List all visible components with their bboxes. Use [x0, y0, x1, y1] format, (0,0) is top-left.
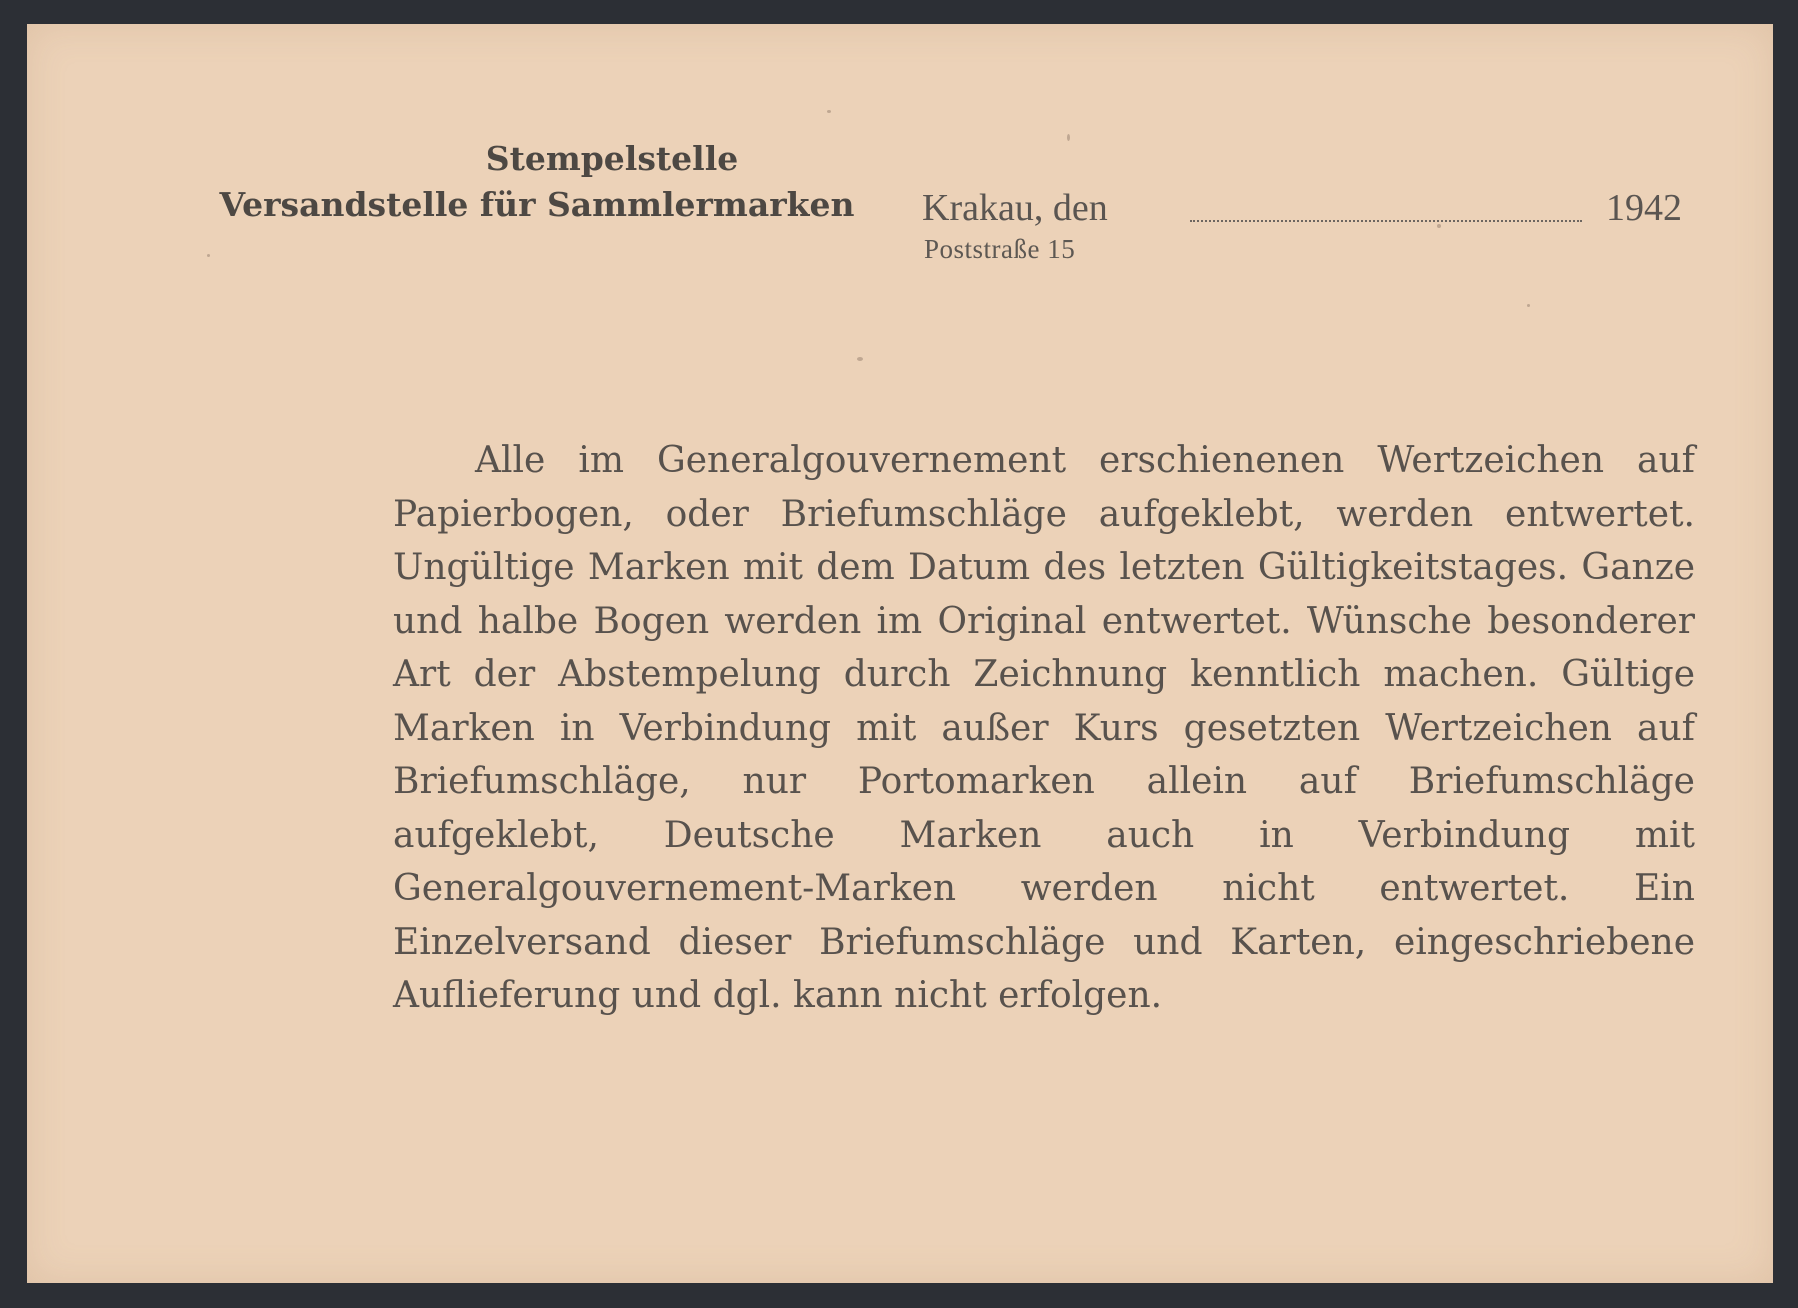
sender-subtitle: Versandstelle für Sammlermarken — [219, 185, 855, 224]
notice-text — [393, 434, 1695, 1023]
sender-title: Stempelstelle — [485, 139, 739, 178]
paper-speck — [207, 254, 210, 257]
place-label: Krakau, den — [922, 187, 1108, 229]
paper-speck — [1067, 134, 1070, 141]
notice-paragraph: Alle im Generalgouvernement erschienenen Wertzeichen auf Papierbogen, oder Briefumschläge aufgeklebt, werden entwertet. Ungültige Marken mit dem Datum des letzten Gültigkeitstages. Ganze und halbe Bogen werden im Original entwertet. Wünsche besonderer Art der Abstempelung durch Zeichnung kenntlich machen. Gültige Marken in Verbindung mit außer Kurs gesetzten Wertzeichen auf Briefumschläge, nur Portomarken allein auf Briefumschläge aufgeklebt, Deutsche Marken auch in Verbindung mit Generalgouvernement-Marken werden nicht entwertet. Ein Einzelversand dieser Briefumschläge und Karten, eingeschriebene Auflieferung und dgl. kann nicht erfolgen. — [393, 440, 1695, 1016]
date-blank-line — [1190, 220, 1582, 222]
paper-speck — [1527, 304, 1530, 307]
address-label: Poststraße 15 — [924, 234, 1076, 264]
paper-speck — [857, 357, 863, 361]
year-label: 1942 — [1606, 187, 1682, 229]
date-line — [922, 186, 1682, 232]
sender-block — [157, 136, 917, 228]
paper-speck — [827, 110, 831, 113]
postcard — [27, 24, 1773, 1283]
